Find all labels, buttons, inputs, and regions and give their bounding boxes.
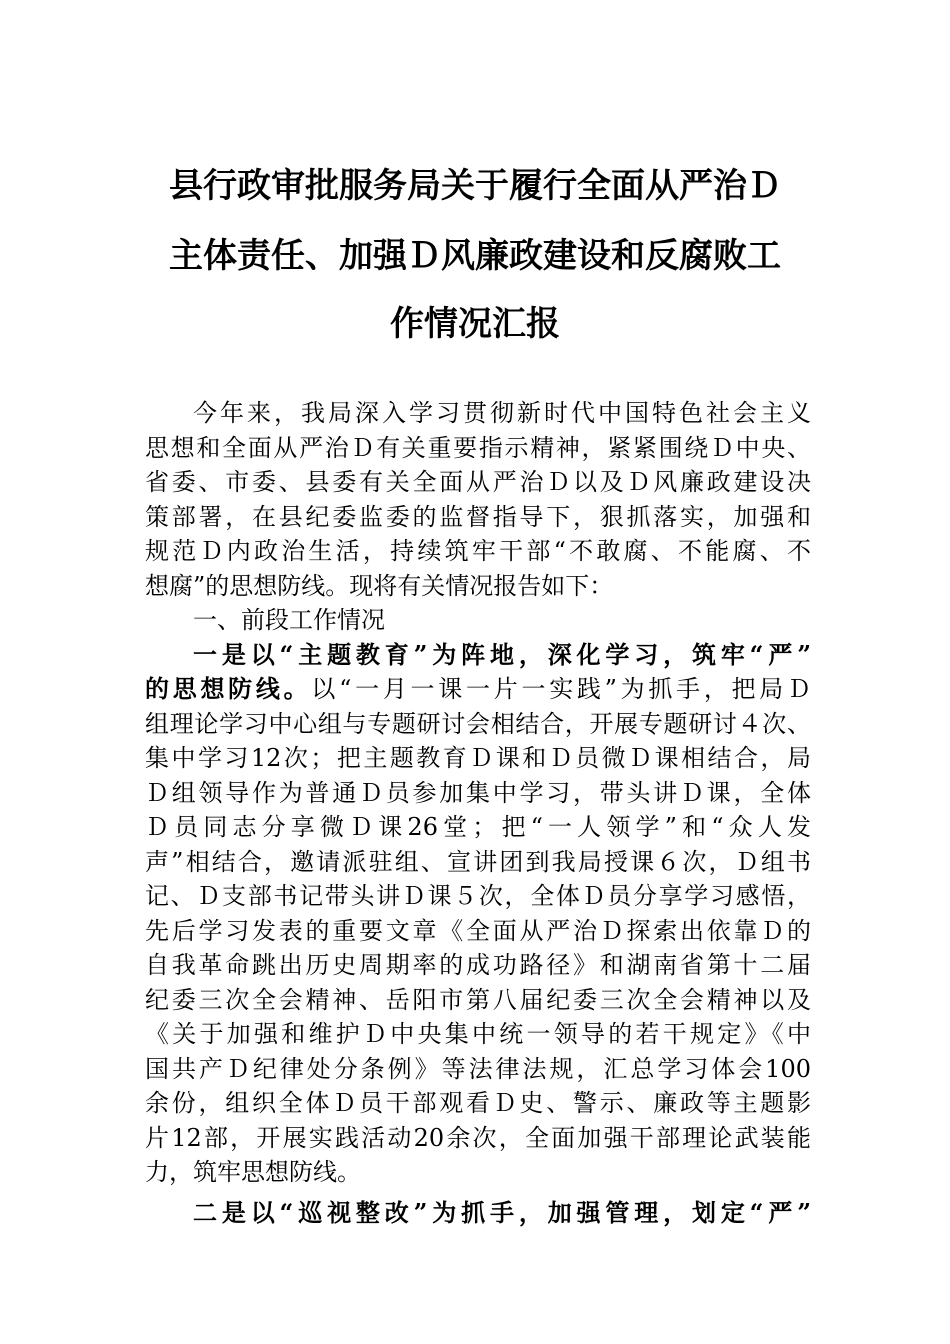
point-one-heading-tail: 的思想防线。 [145,674,312,703]
point-one-line: 余份，组织全体Ｄ员干部观看Ｄ史、警示、廉政等主题影 [145,1089,811,1117]
intro-line: 省委、市委、县委有关全面从严治Ｄ以及Ｄ风廉政建设决 [145,468,811,496]
section-heading: 一、前段工作情况 [193,606,385,634]
point-one-line: 国共产Ｄ纪律处分条例》等法律法规，汇总学习体会100 [145,1054,811,1083]
point-one-line: 先后学习发表的重要文章《全面从严治Ｄ探索出依靠Ｄ的 [145,916,811,945]
document-title-line-1: 县行政审批服务局关于履行全面从严治Ｄ [169,166,781,206]
point-one-line: Ｄ员同志分享微Ｄ课26堂；把“一人领学”和“众人发 [145,813,811,841]
intro-line: 思想和全面从严治Ｄ有关重要指示精神，紧紧围绕Ｄ中央、 [145,433,811,462]
document-body [145,396,811,1230]
point-one-line-2-text: 以“一月一课一片一实践”为抓手，把局Ｄ [311,675,812,703]
point-one-line-2 [145,672,811,707]
point-one-line: 片12部，开展实践活动20余次，全面加强干部理论武装能 [145,1123,811,1152]
point-one-line: 自我革命跳出历史周期率的成功路径》和湖南省第十二届 [145,951,811,979]
point-one-line: 力，筑牢思想防线。 [145,1158,361,1186]
point-one-heading: 一是以“主题教育”为阵地，深化学习，筑牢“严” [193,639,811,669]
intro-line: 想腐”的思想防线。现将有关情况报告如下： [145,571,614,600]
point-one-line: 组理论学习中心组与专题研讨会相结合，开展专题研讨４次、 [145,709,811,738]
point-one-line: 纪委三次全会精神、岳阳市第八届纪委三次全会精神以及 [145,985,811,1014]
point-one-line: 集中学习12次；把主题教育Ｄ课和Ｄ员微Ｄ课相结合，局 [145,744,811,772]
document-title-line-2: 主体责任、加强Ｄ风廉政建设和反腐败工 [169,236,781,276]
point-one-line: 《关于加强和维护Ｄ中央集中统一领导的若干规定》《中 [145,1020,811,1048]
document-title-line-3: 作情况汇报 [390,304,560,344]
point-one-line: 声”相结合，邀请派驻组、宣讲团到我局授课６次，Ｄ组书 [145,847,811,876]
point-two-heading: 二是以“巡视整改”为抓手，加强管理，划定“严” [193,1197,811,1227]
point-one-line: Ｄ组领导作为普通Ｄ员参加集中学习，带头讲Ｄ课，全体 [145,778,811,807]
intro-line: 规范Ｄ内政治生活，持续筑牢干部“不敢腐、不能腐、不 [145,537,811,565]
point-one-line: 记、Ｄ支部书记带头讲Ｄ课５次，全体Ｄ员分享学习感悟， [145,882,811,910]
intro-line: 策部署，在县纪委监委的监督指导下，狠抓落实，加强和 [145,502,811,531]
intro-line: 今年来，我局深入学习贯彻新时代中国特色社会主义 [193,399,811,427]
